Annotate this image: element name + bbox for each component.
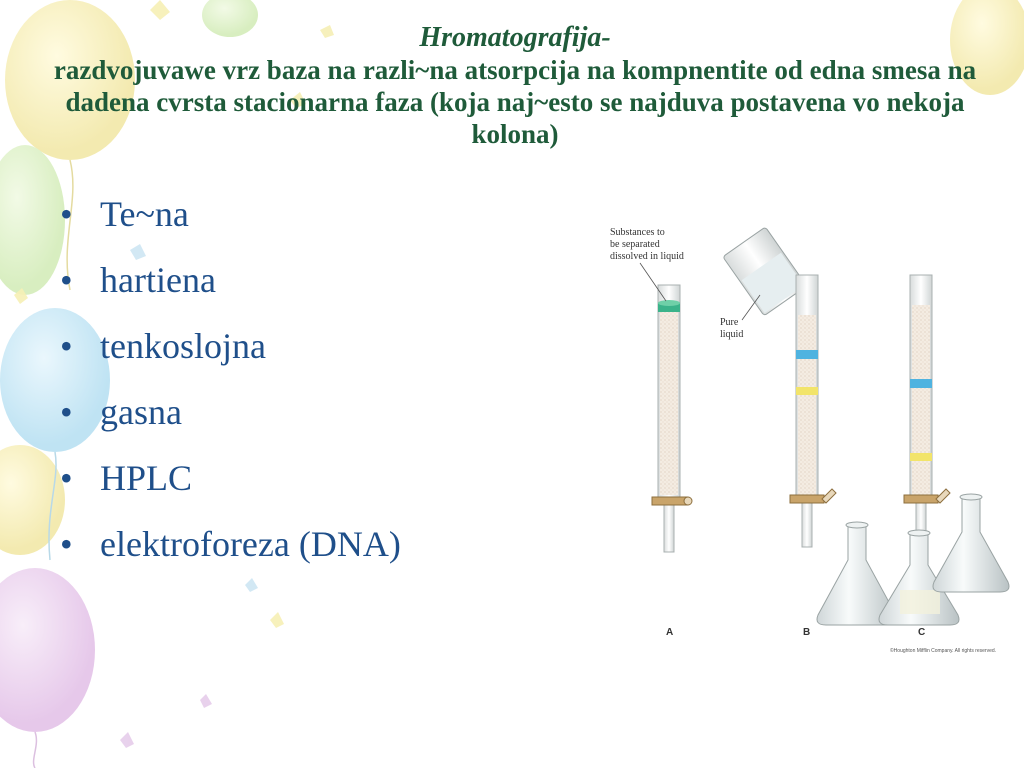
list-item (60, 258, 401, 324)
list-item-label: tenkoslojna (100, 326, 266, 366)
title-block (40, 22, 990, 150)
list-item (60, 390, 401, 456)
bullet-list (60, 192, 401, 588)
svg-text:dissolved in liquid: dissolved in liquid (610, 251, 684, 262)
yellow-band (796, 387, 818, 395)
svg-text:be separated: be separated (610, 239, 660, 250)
page-title: Hromatografija- (419, 22, 611, 53)
label-b: B (803, 627, 811, 638)
svg-text:Substances to: Substances to (610, 227, 665, 238)
page-subtitle: razdvojuvawe vrz baza na razli~na atsorpcija na kompnentite od edna smesa na dadena cvrsta stacionarna faza (koja naj~esto se najduva postavena vo nekoja kolona) (53, 55, 977, 149)
balloon-green-left (0, 145, 65, 295)
list-item (60, 456, 401, 522)
bullet-icon: • (60, 392, 73, 432)
list-item-label: gasna (100, 392, 182, 432)
balloon-pink (0, 568, 95, 732)
blue-band (910, 379, 932, 388)
bullet-icon: • (60, 326, 73, 366)
blue-band (796, 350, 818, 359)
list-item-label: elektroforeza (DNA) (100, 524, 401, 564)
label-a: A (666, 627, 674, 638)
bullet-icon: • (60, 458, 73, 498)
bullet-icon: • (60, 194, 73, 234)
chromatography-column-figure (600, 215, 1020, 660)
svg-text:Pure: Pure (720, 317, 739, 328)
bullet-icon: • (60, 524, 73, 564)
column-c (904, 275, 950, 542)
list-item (60, 324, 401, 390)
list-item-label: hartiena (100, 260, 216, 300)
column-b (790, 275, 836, 547)
list-item-label: HPLC (100, 458, 193, 498)
list-item (60, 522, 401, 588)
flask-icon (933, 494, 1009, 592)
yellow-band (910, 453, 932, 461)
bullet-icon: • (60, 260, 73, 300)
column-a (652, 285, 692, 552)
list-item (60, 192, 401, 258)
figure-credit: ©Houghton Mifflin Company. All rights reserved. (890, 648, 997, 654)
svg-text:liquid: liquid (720, 329, 744, 340)
label-c: C (918, 627, 926, 638)
list-item-label: Te~na (100, 194, 189, 234)
beaker-icon (723, 227, 807, 316)
